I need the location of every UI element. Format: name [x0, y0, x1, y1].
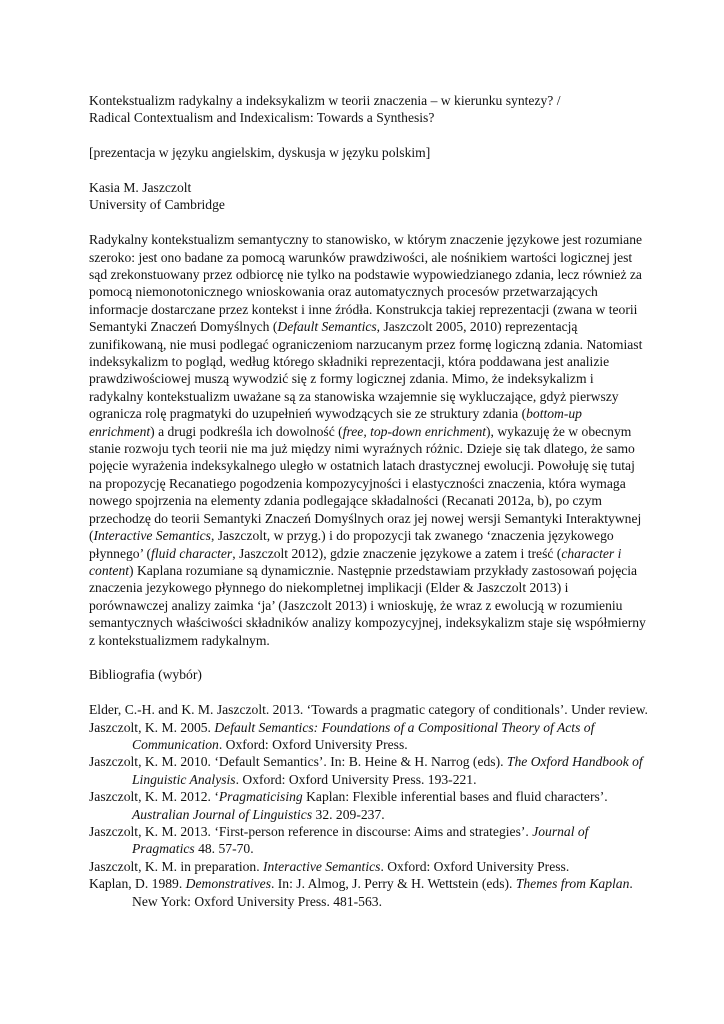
entry-text: Jaszczolt, K. M. 2012. ‘ [89, 789, 219, 805]
spacer [89, 649, 649, 666]
abstract-text: , Jaszczolt, w przyg.) i do propozycji tak zwanego ‘znaczenia językowego płynnego’ ( [89, 528, 614, 561]
entry-text: Kaplan, D. 1989. [89, 876, 186, 892]
bibliography-entry [89, 701, 649, 718]
bibliography-entry [89, 719, 649, 754]
entry-title: The Oxford Handbook of Linguistic Analysis [132, 754, 643, 787]
abstract-italic-term: Interactive Semantics [93, 528, 211, 544]
entry-text: 32. 209-237. [312, 806, 385, 822]
entry-text: Elder, C.-H. and K. M. Jaszczolt. 2013. ‘Towards a pragmatic category of conditionals’. Under review. [89, 702, 648, 718]
abstract-text: Radykalny kontekstualizm semantyczny to stanowisko, w którym znaczenie językowe jest rozumiane szeroko: jest ono badane za pomocą warunków prawdziwości, ale nośnikiem wartości logicznej jest sąd zrekonstuowany przez odbiorcę nie tylko na podstawie wypowiedzianego zdania, lecz również za pomocą niemonotonicznego wnioskowania oraz automatycznych procesów przetwarzających informacje dostarczane przez kontekst i inne źródła. Konstrukcja takiej reprezentacji (zwana w teorii Semantyki Znaczeń Domyślnych ( [89, 232, 643, 335]
entry-text: . In: J. Almog, J. Perry & H. Wettstein (eds). [270, 876, 516, 892]
spacer [89, 214, 649, 231]
abstract-paragraph [89, 231, 649, 649]
author-affiliation: University of Cambridge [89, 197, 225, 213]
spacer [89, 162, 649, 179]
title-english: Radical Contextualism and Indexicalism: Towards a Synthesis? [89, 110, 435, 126]
abstract-text: , Jaszczolt 2012), gdzie znaczenie językowe a zatem i treść ( [232, 545, 562, 561]
entry-journal: Australian Journal of Linguistics [132, 806, 313, 822]
abstract-text: ) a drugi podkreśla ich dowolność ( [150, 423, 343, 439]
bibliography-list [89, 701, 649, 910]
abstract-text: ) Kaplana rozumiane są dynamicznie. Następnie przedstawiam przykłady zastosowań pojęcia znaczenia jezykowego płynnego do niekompletnej implikacji (Elder & Jaszczolt 2013) i porównawczej analizy zaimka ‘ja’ (Jaszczolt 2013) i wnioskuję, że wraz z ewolucją w rozumieniu semantycznych właściwości składników analizy kompozycyjnej, indeksykalizm staje się współmierny z kontekstualizmem radykalnym. [89, 562, 646, 648]
entry-text: Kaplan: Flexible inferential bases and fluid characters’. [302, 789, 608, 805]
bibliography-entry [89, 875, 649, 910]
entry-title: Interactive Semantics [263, 858, 381, 874]
bibliography-heading: Bibliografia (wybór) [89, 667, 202, 683]
abstract-italic-term: Default Semantics [277, 319, 377, 335]
spacer [89, 684, 649, 701]
abstract-text: ), wykazuję że w obecnym stanie rozwoju tych teorii nie ma już między nimi wyraźnych różnic. Dzieje się tak dlatego, że samo pojęcie wyrażenia indeksykalnego uległo w ostatnich latach drastycznej ewolucji. Powołuję się tutaj na propozycję Recanatiego pogodzenia kompozycyjności i elastyczności znaczenia, która wymaga nowego spojrzenia na elementy zdania podlegające składalności (Recanati 2012a, b), po czym przechodzę do teorii Semantyki Znaczeń Domyślnych oraz jej nowej wersji Semantyki Interaktywnej ( [89, 423, 642, 544]
entry-text: Jaszczolt, K. M. 2010. ‘Default Semantics’. In: B. Heine & H. Narrog (eds). [89, 754, 507, 770]
abstract-italic-term: fluid character [151, 545, 233, 561]
entry-text: . Oxford: Oxford University Press. [218, 736, 408, 752]
bibliography-entry [89, 753, 649, 788]
bibliography-entry [89, 858, 649, 875]
language-note: [prezentacja w języku angielskim, dyskusja w języku polskim] [89, 145, 431, 161]
spacer [89, 127, 649, 144]
title-polish: Kontekstualizm radykalny a indeksykalizm w teorii znaczenia – w kierunku syntezy? / [89, 93, 561, 108]
entry-title: Demonstratives [185, 876, 271, 892]
entry-text: Jaszczolt, K. M. in preparation. [89, 858, 264, 874]
entry-text: Jaszczolt, K. M. 2005. [89, 719, 215, 735]
bibliography-entry [89, 788, 649, 823]
abstract-italic-term: character i content [89, 545, 622, 578]
entry-text: . Oxford: Oxford University Press. [380, 858, 570, 874]
document-page [89, 92, 649, 910]
entry-text: . New York: Oxford University Press. 481-563. [132, 876, 633, 909]
entry-text: 48. 57-70. [194, 841, 254, 857]
entry-title: Themes from Kaplan [515, 876, 630, 892]
entry-text: . Oxford: Oxford University Press. 193-221. [235, 771, 477, 787]
entry-title: Pragmaticising [218, 789, 303, 805]
bibliography-entry [89, 823, 649, 858]
entry-title: Default Semantics: Foundations of a Compositional Theory of Acts of Communication [132, 719, 595, 752]
abstract-italic-term: free, top-down enrichment [342, 423, 487, 439]
abstract-text: , Jaszczolt 2005, 2010) reprezentacją zunifikowaną, nie musi podlegać ograniczeniom narzucanym przez formę logiczną zdania. Natomiast indeksykalizm to pogląd, według którego składniki reprezentacji, która poddawana jest analizie prawdziwościowej muszą wywodzić się z formy logicznej zdania. Mimo, że indeksykalizm i radykalny kontekstualizm uważane są za stanowiska wzajemnie się wykluczające, gdyż pierwszy ogranicza rolę pragmatyki do uzupełnień wywodzących sie ze struktury zdania ( [89, 319, 643, 422]
author-name: Kasia M. Jaszczolt [89, 180, 192, 195]
entry-journal: Journal of Pragmatics [132, 823, 589, 857]
entry-text: Jaszczolt, K. M. 2013. ‘First-person reference in discourse: Aims and strategies’. [89, 823, 533, 839]
abstract-italic-term: bottom-up enrichment [89, 406, 582, 439]
